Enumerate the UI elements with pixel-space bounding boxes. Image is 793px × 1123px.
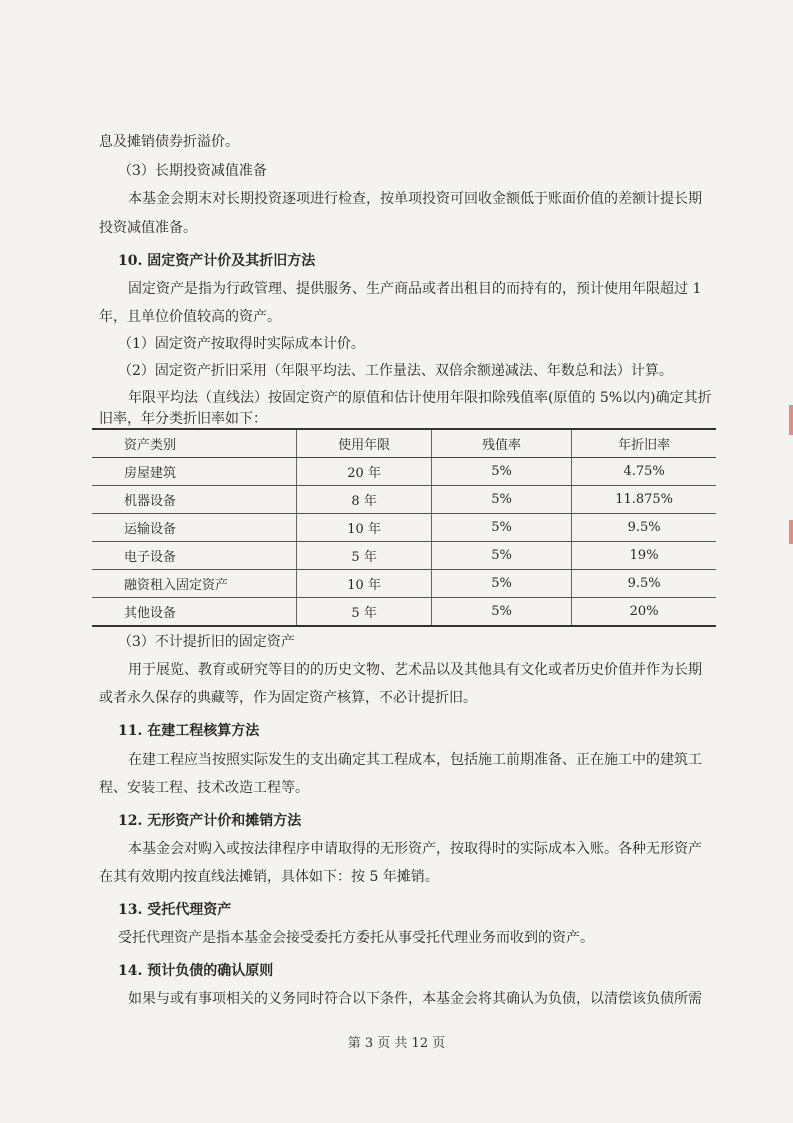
- paragraph-line: 本基金会对购入或按法律程序申请取得的无形资产，按取得时的实际成本入账。各种无形资产: [128, 841, 702, 857]
- section-heading: 13. 受托代理资产: [118, 902, 232, 918]
- table-cell: 5%: [431, 542, 571, 570]
- paragraph-line: 本基金会期末对长期投资逐项进行检查，按单项投资可回收金额低于账面价值的差额计提长期: [128, 191, 702, 207]
- table-cell: 10 年: [297, 570, 431, 598]
- table-cell: 9.5%: [572, 570, 716, 598]
- table-cell: 房屋建筑: [92, 458, 297, 486]
- stamp-edge-mark: [789, 405, 793, 435]
- table-cell: 融资租入固定资产: [92, 570, 297, 598]
- table-cell: 9.5%: [572, 514, 716, 542]
- table-header-cell: 资产类别: [92, 429, 297, 458]
- section-heading: 11. 在建工程核算方法: [118, 723, 260, 739]
- table-cell: 运输设备: [92, 514, 297, 542]
- section-heading: 14. 预计负债的确认原则: [118, 963, 274, 979]
- table-cell: 10 年: [297, 514, 431, 542]
- table-row: [92, 486, 716, 514]
- paragraph-line: 在建工程应当按照实际发生的支出确定其工程成本，包括施工前期准备、正在施工中的建筑工: [128, 752, 702, 768]
- paragraph-line: 年，且单位价值较高的资产。: [99, 309, 281, 325]
- table-header-row: [92, 429, 716, 458]
- paragraph-line: 固定资产是指为行政管理、提供服务、生产商品或者出租目的而持有的，预计使用年限超过 1: [128, 281, 702, 297]
- table-row: [92, 514, 716, 542]
- page-number-footer: 第 3 页 共 12 页: [347, 1036, 446, 1051]
- stamp-edge-mark: [789, 520, 793, 544]
- table-cell: 20%: [572, 598, 716, 627]
- section-heading: 10. 固定资产计价及其折旧方法: [118, 253, 316, 269]
- paragraph-line: 受托代理资产是指本基金会接受委托方委托从事受托代理业务而收到的资产。: [118, 930, 594, 946]
- table-cell: 4.75%: [572, 458, 716, 486]
- table-cell: 机器设备: [92, 486, 297, 514]
- paragraph-line: 年限平均法（直线法）按固定资产的原值和估计使用年限扣除残值率(原值的 5%以内)确定其折: [128, 390, 712, 406]
- table-cell: 电子设备: [92, 542, 297, 570]
- depreciation-table: [92, 428, 716, 627]
- paragraph-line: 用于展览、教育或研究等目的的历史文物、艺术品以及其他具有文化或者历史价值并作为长期: [128, 662, 702, 678]
- paragraph-line: 旧率，年分类折旧率如下：: [99, 411, 267, 427]
- table-row: [92, 570, 716, 598]
- table-cell: 5%: [431, 486, 571, 514]
- table-cell: 11.875%: [572, 486, 716, 514]
- table-header-cell: 年折旧率: [572, 429, 716, 458]
- table-row: [92, 542, 716, 570]
- table-cell: 8 年: [297, 486, 431, 514]
- paragraph-line: 息及摊销债券折溢价。: [99, 134, 239, 150]
- section-heading: 12. 无形资产计价和摊销方法: [118, 813, 302, 829]
- table-row: [92, 458, 716, 486]
- paragraph-line: （1）固定资产按取得时实际成本计价。: [118, 336, 365, 352]
- table-cell: 5 年: [297, 542, 431, 570]
- table-cell: 5%: [431, 570, 571, 598]
- table-cell: 20 年: [297, 458, 431, 486]
- paragraph-line: 或者永久保存的典藏等，作为固定资产核算，不必计提折旧。: [99, 690, 477, 706]
- table-cell: 5%: [431, 598, 571, 627]
- paragraph-line: 程、安装工程、技术改造工程等。: [99, 780, 309, 796]
- paragraph-line: （2）固定资产折旧采用（年限平均法、工作量法、双倍余额递减法、年数总和法）计算。: [118, 363, 673, 379]
- paragraph-line: 在其有效期内按直线法摊销，具体如下：按 5 年摊销。: [99, 869, 439, 885]
- subheading: （3）不计提折旧的固定资产: [118, 634, 295, 650]
- table-cell: 其他设备: [92, 598, 297, 627]
- table-cell: 5%: [431, 458, 571, 486]
- table-cell: 5%: [431, 514, 571, 542]
- paragraph-line: 如果与或有事项相关的义务同时符合以下条件，本基金会将其确认为负债，以清偿该负债所需: [128, 991, 702, 1007]
- table-row: [92, 598, 716, 627]
- table-header-cell: 使用年限: [297, 429, 431, 458]
- table-header-cell: 残值率: [431, 429, 571, 458]
- subheading: （3）长期投资减值准备: [118, 163, 267, 179]
- table-cell: 19%: [572, 542, 716, 570]
- paragraph-line: 投资减值准备。: [99, 220, 197, 236]
- table-cell: 5 年: [297, 598, 431, 627]
